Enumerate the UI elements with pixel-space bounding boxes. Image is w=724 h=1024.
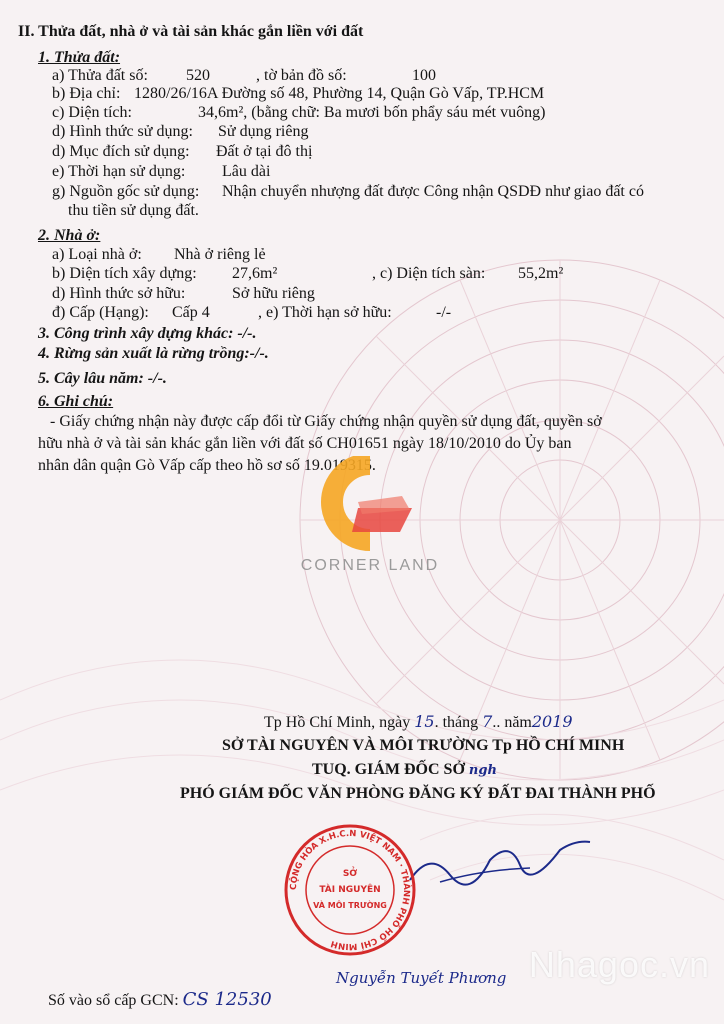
use-form-value: Sử dụng riêng	[218, 123, 309, 140]
place-date-label: Tp Hồ Chí Minh, ngày	[264, 714, 411, 731]
month-label: tháng	[442, 714, 479, 731]
year-label: năm	[504, 714, 532, 731]
year-value: 2019	[531, 712, 573, 731]
official-stamp	[280, 820, 420, 960]
build-area-label: b) Diện tích xây dựng:	[52, 265, 197, 282]
floor-area-label: , c) Diện tích sàn:	[372, 265, 486, 282]
term-value: Lâu dài	[222, 163, 271, 180]
corner-land-logo	[300, 456, 440, 586]
term-label: e) Thời hạn sử dụng:	[52, 163, 186, 180]
address-label: b) Địa chỉ:	[52, 85, 121, 102]
purpose-value: Đất ở tại đô thị	[216, 143, 313, 160]
parcel-number: 520	[186, 67, 210, 84]
address-value: 1280/26/16A Đường số 48, Phường 14, Quận Gò Vấp, TP.HCM	[134, 85, 545, 102]
origin-label: g) Nguồn gốc sử dụng:	[52, 183, 200, 200]
notes-line-3: nhân dân quận Gò Vấp cấp theo hồ sơ số 19.019315.	[38, 457, 376, 474]
stamp-center-3: VÀ MÔI TRƯỜNG	[313, 901, 387, 910]
origin-line-2: thu tiền sử dụng đất.	[68, 202, 199, 219]
own-term-label: , e) Thời hạn sở hữu:	[258, 304, 392, 321]
proxy-title	[312, 760, 497, 781]
logo-name: CORNER LAND	[300, 557, 440, 574]
area-value: 34,6m², (bằng chữ: Ba mươi bốn phẩy sáu mét vuông)	[198, 104, 546, 121]
month-value: 7	[482, 712, 493, 731]
map-number: 100	[412, 67, 436, 84]
signer-name: Nguyễn Tuyết Phương	[336, 969, 507, 987]
notes-line-2: hữu nhà ở và tài sản khác gắn liền với đất số CH01651 ngày 18/10/2010 do Ủy ban	[38, 435, 572, 452]
logo-mark-icon	[300, 456, 440, 552]
stamp-ring-text: CỘNG HÒA X.H.C.N VIỆT NAM · THÀNH PHỐ HỒ CHÍ MINH	[288, 828, 412, 952]
signer-title: PHÓ GIÁM ĐỐC VĂN PHÒNG ĐĂNG KÝ ĐẤT ĐAI THÀNH PHỐ	[180, 785, 656, 802]
use-form-label: d) Hình thức sử dụng:	[52, 123, 193, 140]
other-works-item: 3. Công trình xây dựng khác: -/-.	[38, 325, 257, 342]
floor-area-value: 55,2m²	[518, 265, 564, 282]
day-value: 15	[414, 712, 435, 731]
grade-label: đ) Cấp (Hạng):	[52, 304, 149, 321]
land-heading: 1. Thửa đất:	[38, 49, 121, 66]
stamp-center-2: TÀI NGUYÊN	[319, 885, 381, 895]
notes-line-1: - Giấy chứng nhận này được cấp đổi từ Giấy chứng nhận quyền sử dụng đất, quyền sở	[50, 413, 602, 430]
house-type-label: a) Loại nhà ở:	[52, 246, 142, 263]
ownership-label: d) Hình thức sở hữu:	[52, 285, 186, 302]
registry-number	[48, 990, 272, 1011]
own-term-value: -/-	[436, 304, 452, 321]
ownership-value: Sở hữu riêng	[232, 285, 315, 302]
house-type-value: Nhà ở riêng lẻ	[174, 246, 266, 263]
stamp-center-1: SỞ	[342, 869, 358, 879]
site-watermark: Nhagoc.vn	[528, 944, 710, 985]
place-date: Tp Hồ Chí Minh, ngày 15. tháng 7.. năm2019	[264, 712, 573, 731]
area-label: c) Diện tích:	[52, 104, 132, 121]
planted-forest-item: 4. Rừng sản xuất là rừng trồng:-/-.	[38, 345, 269, 362]
notes-heading: 6. Ghi chú:	[38, 393, 114, 410]
issuing-organization: SỞ TÀI NGUYÊN VÀ MÔI TRƯỜNG Tp HỒ CHÍ MINH	[222, 737, 625, 754]
origin-line-1: Nhận chuyển nhượng đất được Công nhận QSDĐ như giao đất có	[222, 183, 644, 200]
registry-value: CS 12530	[182, 989, 272, 1010]
map-label: , tờ bản đồ số:	[256, 67, 347, 84]
build-area-value: 27,6m²	[232, 265, 278, 282]
proxy-title-text: TUQ. GIÁM ĐỐC SỞ	[312, 761, 465, 778]
section-title: II. Thửa đất, nhà ở và tài sản khác gắn liền với đất	[18, 23, 364, 40]
perennial-trees-item: 5. Cây lâu năm: -/-.	[38, 370, 167, 387]
purpose-label: d) Mục đích sử dụng:	[52, 143, 190, 160]
registry-label: Số vào sổ cấp GCN:	[48, 992, 179, 1009]
signature-scribble	[400, 820, 600, 900]
house-heading: 2. Nhà ở:	[38, 227, 101, 244]
grade-value: Cấp 4	[172, 304, 210, 321]
parcel-label: a) Thửa đất số:	[52, 67, 148, 84]
initials-mark: ngh	[468, 763, 497, 778]
